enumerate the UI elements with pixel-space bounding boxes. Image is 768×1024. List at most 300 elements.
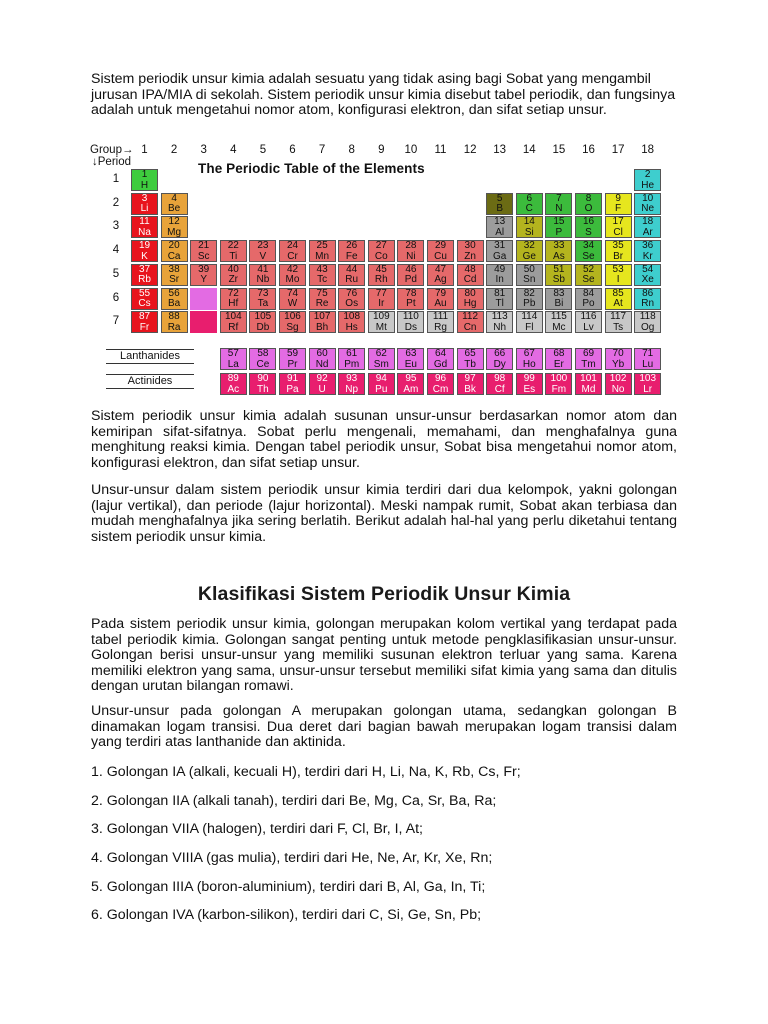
atomic-number: 55 bbox=[138, 287, 151, 299]
element-th bbox=[249, 373, 276, 395]
element-he bbox=[634, 169, 661, 191]
atomic-number: 24 bbox=[286, 240, 299, 252]
atomic-number: 95 bbox=[405, 373, 417, 384]
atomic-number: 21 bbox=[198, 240, 210, 252]
element-ne bbox=[634, 193, 661, 215]
element-symbol: Pr bbox=[287, 358, 298, 370]
element-symbol: Cl bbox=[613, 226, 623, 238]
element-symbol: Sc bbox=[197, 250, 210, 262]
element-si bbox=[516, 216, 543, 238]
atomic-number: 9 bbox=[615, 192, 621, 204]
atomic-number: 8 bbox=[585, 192, 592, 204]
atomic-number: 45 bbox=[375, 263, 387, 275]
element-ce bbox=[249, 348, 276, 370]
element-zn bbox=[457, 240, 484, 262]
atomic-number: 113 bbox=[491, 311, 508, 323]
atomic-number: 43 bbox=[316, 263, 328, 275]
element-fr bbox=[131, 311, 158, 333]
atomic-number: 97 bbox=[464, 373, 476, 384]
element-tc bbox=[309, 264, 336, 286]
paragraph-groups-periods: Unsur-unsur dalam sistem periodik unsur kimia terdiri dari dua kelompok, yakni golongan (lajur vertikal), dan periode (lajur horizontal). Meski nampak rumit, Sobat akan terbiasa dan mudah menghafalnya jika sering berlatih. Berikut adalah hal-hal yang perlu diketahui tentang sistem periodik unsur kimia. bbox=[91, 482, 677, 545]
element-symbol: B bbox=[496, 203, 504, 215]
element-symbol: Rf bbox=[228, 321, 239, 333]
element-symbol: Eu bbox=[404, 358, 417, 370]
element-symbol: Pm bbox=[344, 358, 360, 370]
element-am bbox=[397, 373, 424, 395]
atomic-number: 49 bbox=[494, 263, 506, 275]
element-sg bbox=[279, 311, 306, 333]
atomic-number: 102 bbox=[609, 373, 627, 384]
group-number-label: 2 bbox=[170, 144, 178, 156]
element-ca bbox=[161, 240, 188, 262]
element-symbol: Ne bbox=[641, 203, 655, 215]
element-symbol: Kr bbox=[642, 250, 653, 262]
atomic-number: 63 bbox=[405, 348, 417, 359]
element-lr bbox=[634, 373, 661, 395]
atomic-number: 79 bbox=[434, 287, 447, 299]
element-symbol: Tl bbox=[495, 298, 504, 309]
element-symbol: O bbox=[584, 203, 593, 215]
atomic-number: 101 bbox=[580, 373, 597, 384]
element-symbol: Al bbox=[495, 226, 505, 238]
element-co bbox=[368, 240, 395, 262]
element-ds bbox=[397, 311, 424, 333]
element-as bbox=[545, 240, 572, 262]
element-symbol: Ho bbox=[522, 358, 536, 370]
element-os bbox=[338, 288, 365, 310]
element-symbol: Th bbox=[257, 383, 269, 395]
element-ts bbox=[605, 311, 632, 333]
atomic-number: 105 bbox=[254, 311, 272, 323]
element-symbol: F bbox=[615, 203, 622, 215]
element-ta bbox=[249, 288, 276, 310]
element-symbol: Rg bbox=[434, 321, 447, 333]
element-symbol: Pa bbox=[286, 383, 299, 395]
atomic-number: 86 bbox=[642, 287, 654, 299]
atomic-number: 91 bbox=[286, 373, 299, 384]
element-symbol: As bbox=[553, 250, 565, 262]
element-nd bbox=[309, 348, 336, 370]
element-sb bbox=[545, 264, 572, 286]
group-number-label: 5 bbox=[259, 144, 267, 156]
element-se bbox=[575, 240, 602, 262]
atomic-number: 31 bbox=[494, 240, 506, 252]
element-symbol: Og bbox=[641, 321, 655, 333]
atomic-number: 42 bbox=[286, 263, 299, 275]
atomic-number: 50 bbox=[523, 263, 535, 275]
element-tm bbox=[575, 348, 602, 370]
element-symbol: Cd bbox=[463, 274, 477, 286]
atomic-number: 40 bbox=[227, 263, 239, 275]
element-symbol: Ni bbox=[406, 250, 416, 262]
atomic-number: 27 bbox=[375, 240, 387, 252]
element-symbol: Ba bbox=[167, 298, 181, 309]
atomic-number: 87 bbox=[138, 311, 151, 323]
element-symbol: N bbox=[555, 203, 563, 215]
element-mo bbox=[279, 264, 306, 286]
element-symbol: Fm bbox=[551, 383, 567, 395]
element-hs bbox=[338, 311, 365, 333]
element-mg bbox=[161, 216, 188, 238]
atomic-number: 29 bbox=[434, 240, 447, 252]
paragraph-definition: Sistem periodik unsur kimia adalah susunan unsur-unsur berdasarkan nomor atom dan kemiripan sifat-sifatnya. Sobat perlu mengenali, memahami, dan menghafalnya guna menghitung reaksi kimia. Dengan tabel periodik unsur, Sobat bisa mengetahui nomor atom, konfigurasi elektron, dan sifat setiap unsur. bbox=[91, 408, 677, 471]
element-yb bbox=[605, 348, 632, 370]
element-symbol: Lr bbox=[643, 383, 653, 395]
atomic-number: 4 bbox=[171, 192, 177, 204]
element-symbol: Pb bbox=[523, 298, 536, 309]
group-number-label: 10 bbox=[404, 144, 418, 156]
element-symbol: S bbox=[585, 226, 592, 238]
element-symbol: He bbox=[641, 179, 655, 191]
element-k bbox=[131, 240, 158, 262]
paragraph-golongan: Pada sistem periodik unsur kimia, golongan merupakan kolom vertikal yang terdapat pada tabel periodik kimia. Golongan sangat penting untuk metode pengklasifikasian unsur-unsur. Golongan berisi unsur-unsur yang memiliki susunan elektron terluar yang sama. Karena memiliki elektron yang sama, unsur-unsur tersebut memiliki sifat kimia yang sama dan ditulis dengan urutan bilangan romawi. bbox=[91, 616, 677, 694]
element-la bbox=[220, 348, 247, 370]
element-symbol: Os bbox=[345, 298, 359, 309]
element-symbol: Rh bbox=[374, 274, 388, 286]
element-symbol: At bbox=[613, 298, 623, 309]
atomic-number: 68 bbox=[553, 348, 565, 359]
element-p bbox=[545, 216, 572, 238]
atomic-number: 6 bbox=[526, 192, 533, 204]
element-symbol: Fr bbox=[139, 321, 150, 333]
element-symbol: Md bbox=[581, 383, 596, 395]
element-ir bbox=[368, 288, 395, 310]
element-symbol: Fl bbox=[525, 321, 534, 333]
element-symbol: Yb bbox=[611, 358, 625, 370]
atomic-number: 115 bbox=[550, 311, 567, 323]
atomic-number: 26 bbox=[346, 240, 358, 252]
element-fl bbox=[516, 311, 543, 333]
atomic-number: 109 bbox=[372, 311, 390, 323]
group-number-label: 13 bbox=[493, 144, 507, 156]
element-symbol: Cu bbox=[434, 250, 447, 262]
atomic-number: 12 bbox=[168, 216, 180, 228]
atomic-number: 18 bbox=[642, 216, 654, 228]
element-se bbox=[575, 264, 602, 286]
element-placeholder bbox=[190, 311, 217, 333]
atomic-number: 77 bbox=[375, 287, 387, 299]
atomic-number: 92 bbox=[316, 373, 328, 384]
atomic-number: 108 bbox=[343, 311, 361, 323]
element-symbol: Nh bbox=[493, 321, 507, 333]
element-symbol: Se bbox=[582, 250, 595, 262]
element-au bbox=[427, 288, 454, 310]
atomic-number: 73 bbox=[257, 287, 269, 299]
atomic-number: 74 bbox=[286, 287, 299, 299]
element-sr bbox=[161, 264, 188, 286]
list-item: 1. Golongan IA (alkali, kecuali H), terdiri dari H, Li, Na, K, Rb, Cs, Fr; bbox=[91, 764, 521, 780]
element-eu bbox=[397, 348, 424, 370]
atomic-number: 13 bbox=[494, 216, 506, 228]
atomic-number: 7 bbox=[556, 192, 562, 204]
atomic-number: 111 bbox=[432, 311, 449, 323]
group-number-label: 12 bbox=[463, 144, 477, 156]
atomic-number: 39 bbox=[198, 263, 210, 275]
element-symbol: Mg bbox=[167, 226, 182, 238]
element-symbol: Ts bbox=[613, 321, 624, 333]
element-symbol: Cm bbox=[432, 383, 449, 395]
atomic-number: 58 bbox=[257, 348, 269, 359]
atomic-number: 66 bbox=[494, 348, 506, 359]
element-re bbox=[309, 288, 336, 310]
element-ge bbox=[516, 240, 543, 262]
element-symbol: Bk bbox=[464, 383, 476, 395]
element-symbol: Nb bbox=[256, 274, 270, 286]
group-number-label: 7 bbox=[318, 144, 326, 156]
element-ru bbox=[338, 264, 365, 286]
atomic-number: 90 bbox=[257, 373, 269, 384]
atomic-number: 19 bbox=[138, 240, 151, 252]
element-symbol: Mc bbox=[552, 321, 566, 333]
list-item: 5. Golongan IIIA (boron-aluminium), terdiri dari B, Al, Ga, In, Ti; bbox=[91, 879, 486, 895]
element-ar bbox=[634, 216, 661, 238]
element-ba bbox=[161, 288, 188, 310]
element-pd bbox=[397, 264, 424, 286]
element-u bbox=[309, 373, 336, 395]
element-n bbox=[545, 193, 572, 215]
element-symbol: Mn bbox=[315, 250, 330, 262]
atomic-number: 93 bbox=[346, 373, 358, 384]
atomic-number: 61 bbox=[346, 348, 358, 359]
element-symbol: Fe bbox=[345, 250, 358, 262]
element-symbol: Ga bbox=[493, 250, 507, 262]
element-symbol: Ir bbox=[378, 298, 385, 309]
element-symbol: Sm bbox=[373, 358, 389, 370]
element-symbol: Ra bbox=[167, 321, 181, 333]
atomic-number: 10 bbox=[642, 192, 654, 204]
atomic-number: 110 bbox=[402, 311, 419, 323]
element-symbol: Be bbox=[167, 203, 181, 215]
element-rb bbox=[131, 264, 158, 286]
list-item: 2. Golongan IIA (alkali tanah), terdiri dari Be, Mg, Ca, Sr, Ba, Ra; bbox=[91, 793, 497, 809]
element-be bbox=[161, 193, 188, 215]
element-ra bbox=[161, 311, 188, 333]
element-bh bbox=[309, 311, 336, 333]
element-symbol: Y bbox=[200, 274, 208, 286]
element-symbol: Cr bbox=[287, 250, 298, 262]
element-zr bbox=[220, 264, 247, 286]
atomic-number: 57 bbox=[227, 348, 239, 359]
atomic-number: 34 bbox=[582, 240, 595, 252]
element-symbol: Bh bbox=[315, 321, 329, 333]
atomic-number: 98 bbox=[494, 373, 506, 384]
element-symbol: Tb bbox=[464, 358, 476, 370]
atomic-number: 22 bbox=[227, 240, 239, 252]
element-c bbox=[516, 193, 543, 215]
element-at bbox=[605, 288, 632, 310]
element-in bbox=[486, 264, 513, 286]
element-cn bbox=[457, 311, 484, 333]
atomic-number: 99 bbox=[523, 373, 535, 384]
atomic-number: 16 bbox=[582, 216, 595, 228]
atomic-number: 11 bbox=[139, 216, 150, 228]
element-symbol: Mt bbox=[375, 321, 387, 333]
atomic-number: 17 bbox=[612, 216, 624, 228]
element-v bbox=[249, 240, 276, 262]
element-ni bbox=[397, 240, 424, 262]
element-o bbox=[575, 193, 602, 215]
element-symbol: Db bbox=[256, 321, 270, 333]
element-pr bbox=[279, 348, 306, 370]
element-tl bbox=[486, 288, 513, 310]
atomic-number: 25 bbox=[316, 240, 328, 252]
period-number-label: 7 bbox=[112, 315, 120, 328]
atomic-number: 96 bbox=[434, 373, 447, 384]
element-symbol: Ar bbox=[642, 226, 653, 238]
element-na bbox=[131, 216, 158, 238]
period-number-label: 1 bbox=[112, 173, 120, 185]
period-number-label: 5 bbox=[112, 267, 120, 280]
element-cf bbox=[486, 373, 513, 395]
element-symbol: Sr bbox=[169, 274, 180, 286]
element-symbol: Np bbox=[345, 383, 359, 395]
element-ti bbox=[220, 240, 247, 262]
element-ag bbox=[427, 264, 454, 286]
element-symbol: Ru bbox=[345, 274, 359, 286]
atomic-number: 83 bbox=[553, 287, 565, 299]
element-symbol: Es bbox=[523, 383, 536, 395]
element-symbol: Se bbox=[582, 274, 595, 286]
element-symbol: C bbox=[525, 203, 533, 215]
element-hg bbox=[457, 288, 484, 310]
atomic-number: 3 bbox=[141, 192, 148, 204]
element-bk bbox=[457, 373, 484, 395]
periodic-table bbox=[88, 142, 664, 398]
element-symbol: P bbox=[555, 226, 563, 238]
element-lu bbox=[634, 348, 661, 370]
element-gd bbox=[427, 348, 454, 370]
element-pa bbox=[279, 373, 306, 395]
element-symbol: Ce bbox=[256, 358, 270, 370]
element-lv bbox=[575, 311, 602, 333]
element-symbol: La bbox=[227, 358, 239, 370]
element-symbol: Zr bbox=[228, 274, 239, 286]
atomic-number: 88 bbox=[168, 311, 180, 323]
element-cr bbox=[279, 240, 306, 262]
element-symbol: In bbox=[495, 274, 504, 286]
element-og bbox=[634, 311, 661, 333]
atomic-number: 38 bbox=[168, 263, 180, 275]
element-kr bbox=[634, 240, 661, 262]
element-symbol: Ag bbox=[434, 274, 447, 286]
element-fm bbox=[545, 373, 572, 395]
element-al bbox=[486, 216, 513, 238]
period-axis-label: ↓Period bbox=[92, 156, 131, 168]
element-symbol: Sn bbox=[523, 274, 536, 286]
period-number-label: 4 bbox=[112, 244, 120, 257]
element-symbol: No bbox=[611, 383, 625, 395]
element-symbol: Dy bbox=[493, 358, 506, 370]
element-pb bbox=[516, 288, 543, 310]
element-ga bbox=[486, 240, 513, 262]
element-rn bbox=[634, 288, 661, 310]
actinides-label: Actinides bbox=[106, 374, 194, 389]
atomic-number: 81 bbox=[494, 287, 506, 299]
atomic-number: 114 bbox=[521, 311, 538, 323]
element-br bbox=[605, 240, 632, 262]
period-number-label: 3 bbox=[112, 220, 120, 233]
element-pu bbox=[368, 373, 395, 395]
group-number-label: 11 bbox=[434, 144, 447, 156]
element-symbol: W bbox=[287, 298, 298, 309]
element-nh bbox=[486, 311, 513, 333]
atomic-number: 62 bbox=[375, 348, 387, 359]
element-symbol: Ds bbox=[404, 321, 417, 333]
element-cl bbox=[605, 216, 632, 238]
element-symbol: Zn bbox=[464, 250, 476, 262]
atomic-number: 28 bbox=[405, 240, 417, 252]
element-symbol: Si bbox=[524, 226, 534, 238]
atomic-number: 32 bbox=[523, 240, 535, 252]
element-symbol: Hf bbox=[228, 298, 239, 309]
list-item: 3. Golongan VIIA (halogen), terdiri dari F, Cl, Br, I, At; bbox=[91, 821, 423, 837]
group-number-label: 14 bbox=[522, 144, 536, 156]
atomic-number: 112 bbox=[462, 311, 479, 323]
group-number-label: 4 bbox=[230, 144, 237, 156]
element-nb bbox=[249, 264, 276, 286]
group-number-label: 3 bbox=[200, 144, 207, 156]
element-symbol: Lu bbox=[642, 358, 654, 370]
element-symbol: U bbox=[318, 383, 326, 395]
element-cu bbox=[427, 240, 454, 262]
atomic-number: 103 bbox=[639, 373, 657, 384]
periodic-table-title: The Periodic Table of the Elements bbox=[198, 161, 425, 176]
atomic-number: 67 bbox=[523, 348, 535, 359]
element-md bbox=[575, 373, 602, 395]
group-axis-label: Group→ bbox=[90, 144, 134, 156]
atomic-number: 76 bbox=[346, 287, 358, 299]
atomic-number: 82 bbox=[523, 287, 535, 299]
section-heading: Klasifikasi Sistem Periodik Unsur Kimia bbox=[197, 583, 571, 605]
element-symbol: Pt bbox=[406, 298, 416, 309]
element-ho bbox=[516, 348, 543, 370]
element-no bbox=[605, 373, 632, 395]
element-symbol: Ca bbox=[167, 250, 181, 262]
group-number-label: 16 bbox=[582, 144, 595, 156]
element-tb bbox=[457, 348, 484, 370]
element-symbol: Au bbox=[434, 298, 447, 309]
element-sm bbox=[368, 348, 395, 370]
element-symbol: Er bbox=[553, 358, 564, 370]
atomic-number: 60 bbox=[316, 348, 328, 359]
element-symbol: Ge bbox=[522, 250, 536, 262]
atomic-number: 54 bbox=[642, 263, 654, 275]
group-number-label: 8 bbox=[348, 144, 355, 156]
element-symbol: Cf bbox=[494, 383, 505, 395]
atomic-number: 78 bbox=[405, 287, 417, 299]
element-pm bbox=[338, 348, 365, 370]
element-cs bbox=[131, 288, 158, 310]
element-symbol: Cs bbox=[138, 298, 151, 309]
atomic-number: 23 bbox=[257, 240, 269, 252]
period-number-label: 6 bbox=[112, 291, 120, 304]
element-li bbox=[131, 193, 158, 215]
element-symbol: I bbox=[616, 274, 620, 286]
element-rf bbox=[220, 311, 247, 333]
atomic-number: 72 bbox=[227, 287, 239, 299]
element-rh bbox=[368, 264, 395, 286]
atomic-number: 71 bbox=[642, 348, 654, 359]
atomic-number: 48 bbox=[464, 263, 476, 275]
atomic-number: 75 bbox=[316, 287, 328, 299]
atomic-number: 2 bbox=[644, 169, 651, 180]
element-symbol: K bbox=[141, 250, 148, 262]
group-number-label: 15 bbox=[552, 144, 566, 156]
atomic-number: 56 bbox=[168, 287, 180, 299]
element-symbol: Hs bbox=[345, 321, 358, 333]
element-f bbox=[605, 193, 632, 215]
element-symbol: Br bbox=[613, 250, 624, 262]
